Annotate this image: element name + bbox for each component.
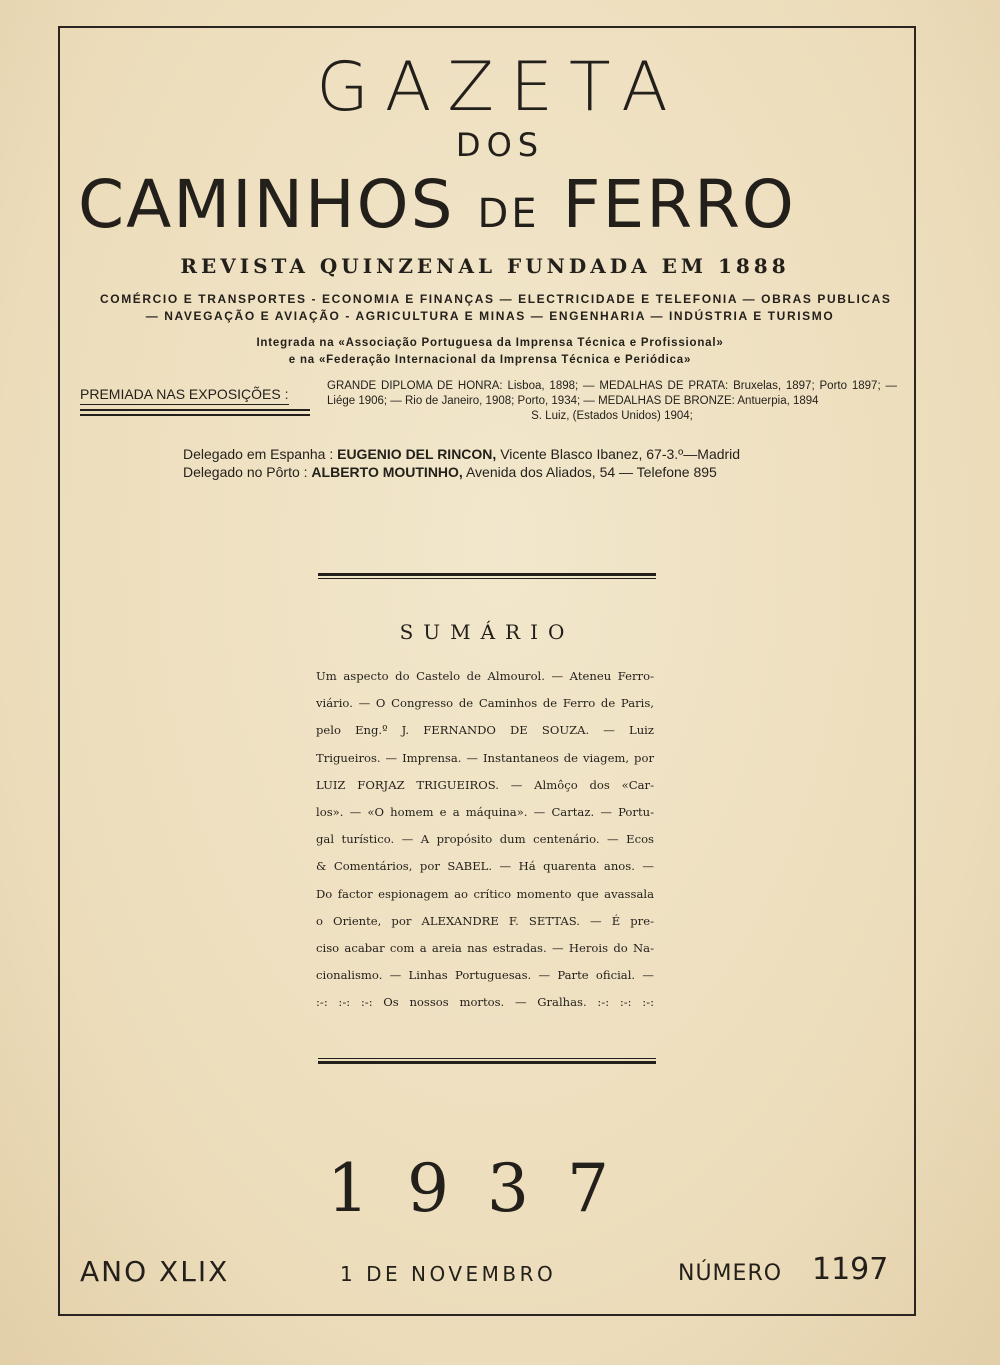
masthead-word-ferro: FERRO xyxy=(562,166,796,243)
sumario-line: Do factor espionagem ao crítico momento que avassala xyxy=(316,886,654,901)
masthead-title-caminhos-de-ferro xyxy=(78,166,908,243)
delegate-spain-prefix: Delegado em Espanha : xyxy=(183,446,334,462)
awards-text xyxy=(327,379,897,424)
delegate-spain xyxy=(183,446,740,462)
sumario-body xyxy=(316,663,654,1017)
masthead-title-dos: DOS xyxy=(455,126,545,164)
awards-label-underline xyxy=(80,409,310,419)
sumario-line: Trigueiros. — Imprensa. — Instantaneos de viagem, por xyxy=(316,750,654,765)
topics-line-1: COMÉRCIO E TRANSPORTES - ECONOMIA E FINANÇAS — ELECTRICIDADE E TELEFONIA — OBRAS PUBLICAS xyxy=(100,292,892,306)
awards-list-last: S. Luiz, (Estados Unidos) 1904; xyxy=(531,410,693,422)
sumario-line: o Oriente, por ALEXANDRE F. SETTAS. — É pre- xyxy=(316,913,654,928)
awards-label: PREMIADA NAS EXPOSIÇÕES : xyxy=(80,386,289,405)
topics-line-2: — NAVEGAÇÃO E AVIAÇÃO - AGRICULTURA E MINAS — ENGENHARIA — INDÚSTRIA E TURISMO xyxy=(145,309,835,323)
sumario-line: & Comentários, por SABEL. — Há quarenta anos. — xyxy=(316,859,654,874)
integrada-line-1: Integrada na «Associação Portuguesa da Imprensa Técnica e Profissional» xyxy=(256,337,724,349)
masthead-word-de: DE xyxy=(477,191,540,237)
sumario-line: los». — «O homem e a máquina». — Cartaz. — Portu- xyxy=(316,805,654,820)
delegate-porto xyxy=(183,464,717,480)
sumario-title: SUMÁRIO xyxy=(399,620,575,644)
sumario-line: viário. — O Congresso de Caminhos de Ferro de Paris, xyxy=(316,696,654,711)
delegate-porto-name: ALBERTO MOUTINHO, xyxy=(311,464,463,480)
divider-top xyxy=(318,573,656,579)
masthead-word-caminhos: CAMINHOS xyxy=(78,166,455,243)
sumario-line: :-: :-: :-: Os nossos mortos. — Gralhas. :-: :-: :-: xyxy=(316,995,654,1010)
integrada-line-2: e na «Federação Internacional da Imprensa Técnica e Periódica» xyxy=(288,354,692,366)
sumario-line: LUIZ FORJAZ TRIGUEIROS. — Almôço dos «Car- xyxy=(316,777,654,792)
issue-ano: ANO XLIX xyxy=(80,1255,230,1288)
sumario-line: pelo Eng.º J. FERNANDO DE SOUZA. — Luiz xyxy=(316,723,654,738)
issue-year: 1937 xyxy=(327,1150,647,1227)
awards-list: GRANDE DIPLOMA DE HONRA: Lisboa, 1898; — MEDALHAS DE PRATA: Bruxelas, 1897; Porto 1897; — Liége 1906; — Rio de Janeiro, 1908; Porto, 1934; — MEDALHAS DE BRONZE: Antuerpia, 1894 xyxy=(327,380,897,407)
delegate-porto-prefix: Delegado no Pôrto : xyxy=(183,464,308,480)
sumario-line: ciso acabar com a areia nas estradas. — Herois do Na- xyxy=(316,941,654,956)
divider-bottom xyxy=(318,1058,656,1064)
issue-numero: 1197 xyxy=(812,1252,889,1287)
masthead-title-gazeta: GAZETA xyxy=(316,48,684,127)
sumario-line: cionalismo. — Linhas Portuguesas. — Parte oficial. — xyxy=(316,968,654,983)
issue-numero-label: NÚMERO xyxy=(678,1261,783,1286)
sumario-line: Um aspecto do Castelo de Almourol. — Ateneu Ferro- xyxy=(316,669,654,683)
delegate-porto-address: Avenida dos Aliados, 54 — Telefone 895 xyxy=(465,464,717,480)
masthead-subtitle: REVISTA QUINZENAL FUNDADA EM 1888 xyxy=(180,254,790,278)
delegate-spain-name: EUGENIO DEL RINCON, xyxy=(337,446,497,462)
delegate-spain-address: Vicente Blasco Ibanez, 67-3.º—Madrid xyxy=(500,446,741,462)
issue-date: 1 DE NOVEMBRO xyxy=(340,1262,557,1286)
sumario-line: gal turístico. — A propósito dum centenário. — Ecos xyxy=(316,832,654,847)
